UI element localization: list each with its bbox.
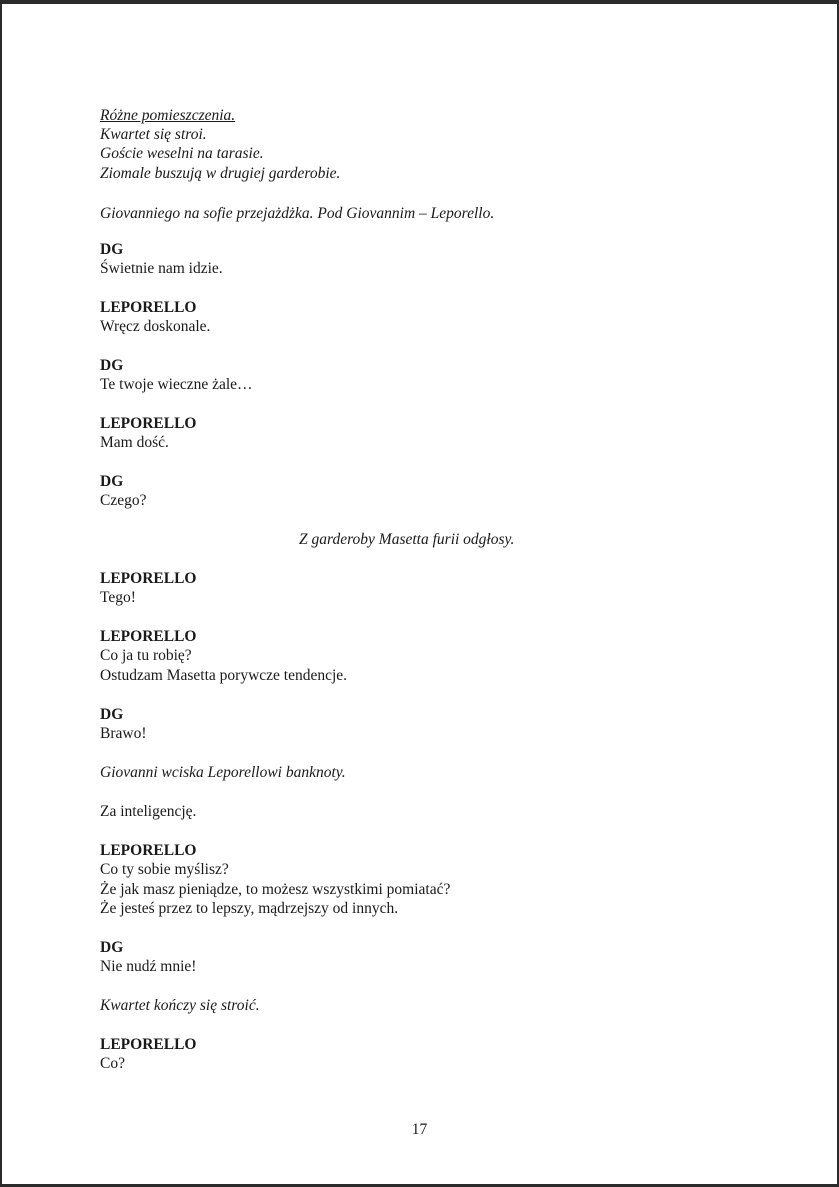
document-page xyxy=(2,4,837,1184)
dialogue-line: Czego? xyxy=(100,492,147,509)
dialogue-line: Co ja tu robię? xyxy=(100,647,192,664)
speaker-name: LEPORELLO xyxy=(100,628,197,645)
dialogue-line: Że jesteś przez to lepszy, mądrzejszy od innych. xyxy=(100,900,399,917)
stage-direction: Ziomale buszują w drugiej garderobie. xyxy=(100,165,341,182)
speaker-name: LEPORELLO xyxy=(100,415,197,432)
dialogue-line: Że jak masz pieniądze, to możesz wszystkimi pomiatać? xyxy=(100,881,451,898)
dialogue-line: Świetnie nam idzie. xyxy=(100,260,223,277)
dialogue-line: Te twoje wieczne żale… xyxy=(100,376,253,393)
dialogue-line: Za inteligencję. xyxy=(100,803,197,820)
speaker-name: DG xyxy=(100,939,124,956)
stage-direction: Różne pomieszczenia. xyxy=(100,107,236,124)
speaker-name: LEPORELLO xyxy=(100,1036,197,1053)
page-number: 17 xyxy=(411,1121,428,1138)
stage-direction: Giovanniego na sofie przejażdżka. Pod Giovannim – Leporello. xyxy=(100,205,495,222)
speaker-name: LEPORELLO xyxy=(100,570,197,587)
stage-direction: Kwartet kończy się stroić. xyxy=(100,997,260,1014)
stage-direction: Kwartet się stroi. xyxy=(100,126,207,143)
dialogue-line: Nie nudź mnie! xyxy=(100,958,197,975)
dialogue-line: Wręcz doskonale. xyxy=(100,318,211,335)
dialogue-line: Co ty sobie myślisz? xyxy=(100,861,229,878)
dialogue-line: Co? xyxy=(100,1055,125,1072)
speaker-name: LEPORELLO xyxy=(100,842,197,859)
speaker-name: DG xyxy=(100,357,124,374)
speaker-name: DG xyxy=(100,706,124,723)
dialogue-line: Mam dość. xyxy=(100,434,169,451)
speaker-name: DG xyxy=(100,241,124,258)
stage-direction: Goście weselni na tarasie. xyxy=(100,145,264,162)
dialogue-line: Tego! xyxy=(100,589,136,606)
stage-direction: Z garderoby Masetta furii odgłosy. xyxy=(299,531,515,548)
speaker-name: DG xyxy=(100,473,124,490)
stage-direction: Giovanni wciska Leporellowi banknoty. xyxy=(100,764,346,781)
dialogue-line: Brawo! xyxy=(100,725,147,742)
dialogue-line: Ostudzam Masetta porywcze tendencje. xyxy=(100,667,348,684)
speaker-name: LEPORELLO xyxy=(100,299,197,316)
